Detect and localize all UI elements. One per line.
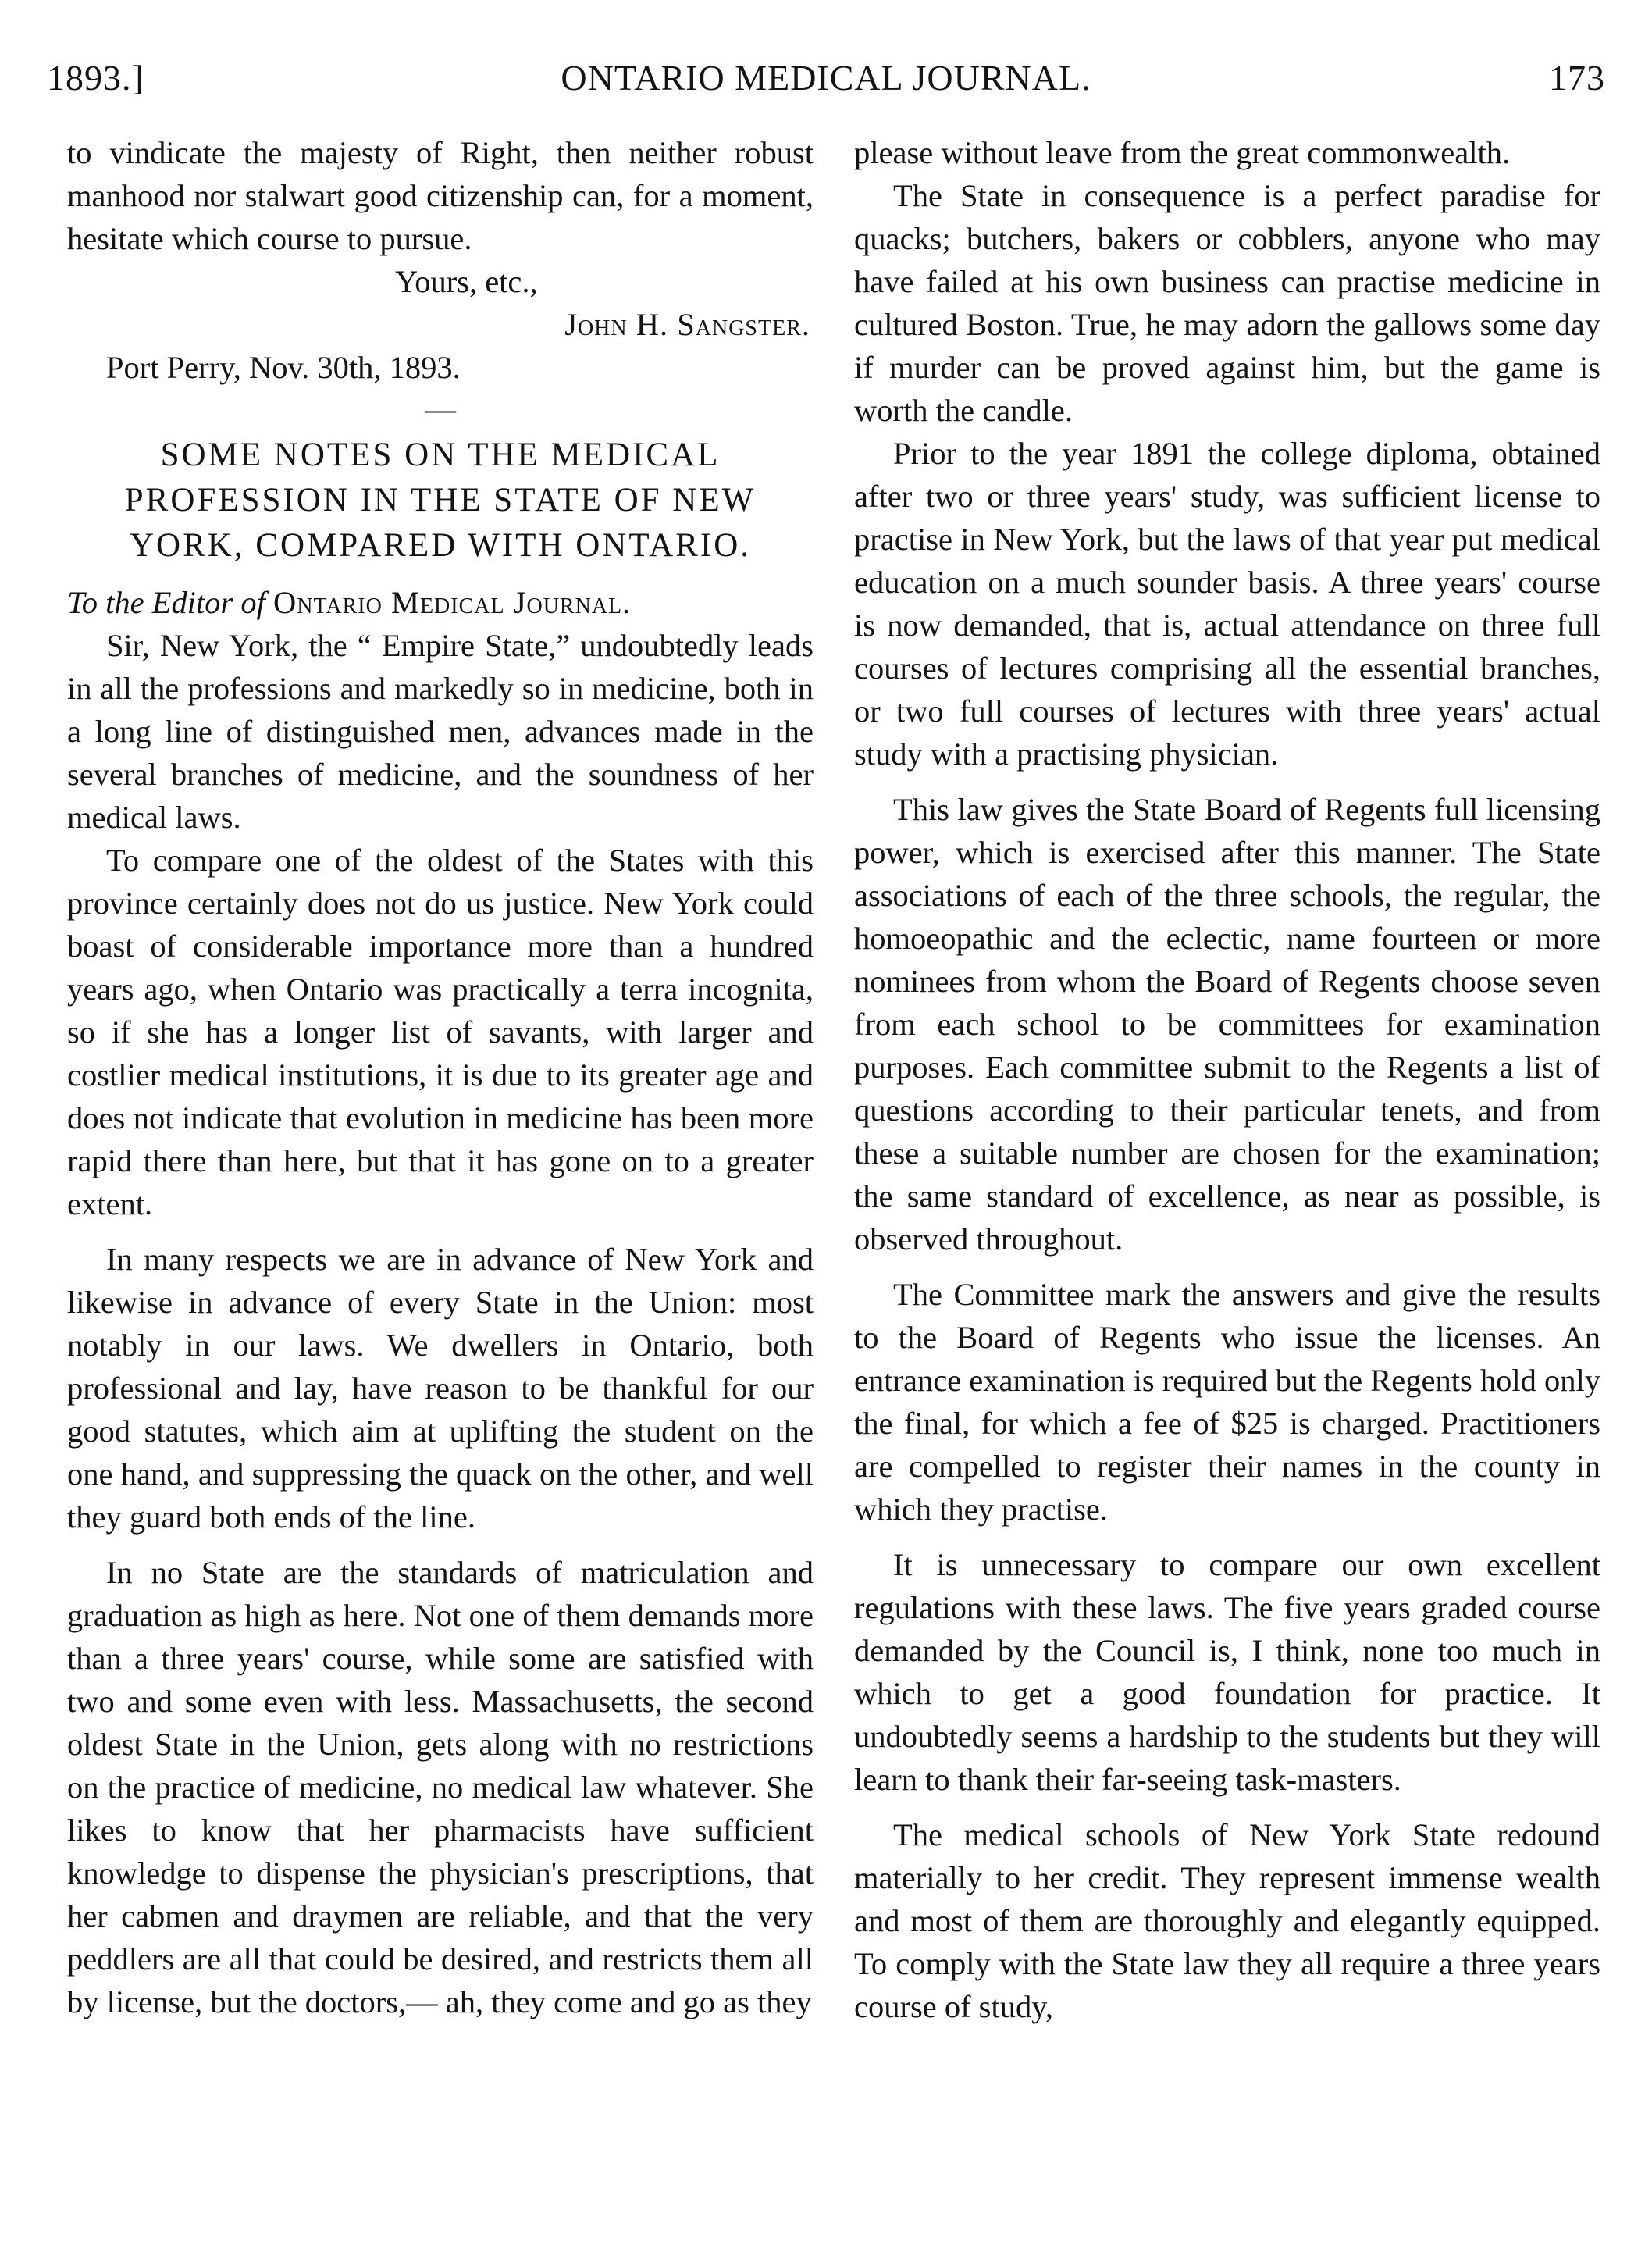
year-label: 1893.] bbox=[47, 58, 144, 98]
paragraph: To compare one of the oldest of the States with this province certainly does not do us justice. New York could boast of considerable importance more than a hundred years ago, when Ontario was practically a terra incognita, so if she has a longer list of savants, with larger and costlier medical institutions, it is due to its greater age and does not indicate that evolution in medicine has been more rapid there than here, but that it has gone on to a greater extent. bbox=[67, 843, 814, 1221]
paragraph: The Committee mark the answers and give the results to the Board of Regents who issue the licenses. An entrance examination is required but the Regents hold only the final, for which a fee of $25 is charged. Practitioners are compelled to register their names in the county in which they practise. bbox=[854, 1277, 1600, 1527]
right-column bbox=[854, 131, 1600, 2232]
paragraph-continued: please without leave from the great commonwealth. bbox=[854, 135, 1511, 170]
paragraph: Sir, New York, the “ Empire State,” undoubtedly leads in all the professions and markedly so in medicine, both in a long line of distinguished men, advances made in the several branches of medicine, and the soundness of her medical laws. bbox=[67, 628, 814, 835]
paragraph: In no State are the standards of matriculation and graduation as high as here. Not one of them demands more than a three years' course, while some are satisfied with two and some even with less. Massachusetts, the second oldest State in the Union, gets along with no restrictions on the practice of medicine, no medical law whatever. She likes to know that her pharmacists have sufficient knowledge to dispense the physician's prescriptions, that her cabmen and draymen are reliable, and that the very peddlers are all that could be desired, and restricts them all by license, but the doctors,— ah, they come and go as they bbox=[67, 1555, 814, 2019]
paragraph: The State in consequence is a perfect paradise for quacks; butchers, bakers or cobblers, anyone who may have failed at his own business can practise medicine in cultured Boston. True, he may adorn the gallows some day if murder can be proved against him, but the game is worth the candle. bbox=[854, 178, 1600, 428]
paragraph-continued: to vindicate the majesty of Right, then neither robust manhood nor stalwart good citizenship can, for a moment, hesitate which course to pursue. bbox=[67, 135, 814, 256]
paragraph: Prior to the year 1891 the college diploma, obtained after two or three years' study, was sufficient license to practise in New York, but the laws of that year put medical education on a much sounder basis. A three years' course is now demanded, that is, actual attendance on three full courses of lectures comprising all the essential branches, or two full courses of lectures with three years' actual study with a practising physician. bbox=[854, 436, 1600, 772]
paragraph: The medical schools of New York State redound materially to her credit. They represent immense wealth and most of them are thoroughly and elegantly equipped. To comply with the State law they all require a three years course of study, bbox=[854, 1817, 1600, 2024]
paragraph: This law gives the State Board of Regents full licensing power, which is exercised after this manner. The State associations of each of the three schools, the regular, the homoeopathic and the eclectic, name fourteen or more nominees from whom the Board of Regents choose seven from each school to be committees for examination purposes. Each committee submit to the Regents a list of questions according to their particular tenets, and from these a suitable number are chosen for the examination; the same standard of excellence, as near as possible, is observed throughout. bbox=[854, 792, 1600, 1257]
signature-closing: Yours, etc., bbox=[395, 264, 538, 299]
section-divider: — bbox=[425, 391, 456, 426]
address-journal: Ontario Medical Journal. bbox=[273, 585, 632, 620]
journal-title: ONTARIO MEDICAL JOURNAL. bbox=[561, 58, 1091, 98]
paragraph: It is unnecessary to compare our own excellent regulations with these laws. The five years graded course demanded by the Council is, I think, none too much in which to get a good foundation for practice. It undoubtedly seems a hardship to the students but they will learn to thank their far-seeing task-masters. bbox=[854, 1547, 1600, 1797]
paragraph: In many respects we are in advance of New York and likewise in advance of every State in the Union: most notably in our laws. We dwellers in Ontario, both professional and lay, have reason to be thankful for our good statutes, which aim at uplifting the student on the one hand, and suppressing the quack on the other, and well they guard both ends of the line. bbox=[67, 1242, 814, 1535]
running-header bbox=[47, 56, 1605, 103]
signature-place-date: Port Perry, Nov. 30th, 1893. bbox=[106, 350, 461, 385]
address-prefix: To the Editor of bbox=[67, 585, 265, 620]
page-number: 173 bbox=[1549, 58, 1605, 98]
letter-address bbox=[67, 581, 814, 624]
left-column bbox=[67, 131, 814, 2232]
signature-name: John H. Sangster. bbox=[564, 307, 810, 342]
article-title: SOME NOTES ON THE MEDICAL PROFESSION IN THE STATE OF NEW YORK, COMPARED WITH ONTARIO. bbox=[124, 437, 757, 564]
